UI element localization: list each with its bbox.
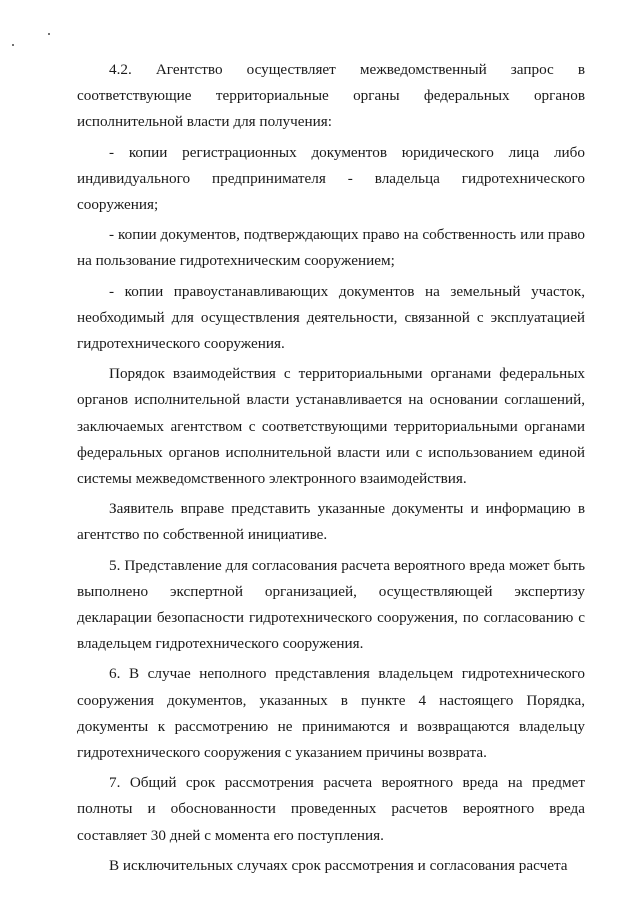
scan-speck <box>12 44 14 46</box>
paragraph-item-registration-docs: - копии регистрационных документов юридического лица либо индивидуального предпринимателя - владельца гидротехнического сооружения; <box>77 143 585 214</box>
scan-speck <box>48 33 50 35</box>
paragraph-item-land-docs: - копии правоустанавливающих документов на земельный участок, необходимый для осуществления деятельности, связанной с эксплуатацией гидротехнического сооружения. <box>77 282 585 353</box>
paragraph-interaction-order: Порядок взаимодействия с территориальными органами федеральных органов исполнительной власти устанавливается на основании соглашений, заключаемых агентством с соответствующими территориальными органами федеральных органов исполнительной власти или с использованием единой системы межведомственного электронного взаимодействия. <box>77 365 585 488</box>
paragraph-6: 6. В случае неполного представления владельцем гидротехнического сооружения документов, указанных в пункте 4 настоящего Порядка, документы к рассмотрению не принимаются и возвращаются владельцу гидротехнического сооружения с указанием причины возврата. <box>77 665 585 762</box>
paragraph-5: 5. Представление для согласования расчета вероятного вреда может быть выполнено экспертной организацией, осуществляющей экспертизу декларации безопасности гидротехнического сооружения, по согласованию с владельцем гидротехнического сооружения. <box>77 556 585 653</box>
paragraph-exceptional-cases: В исключительных случаях срок рассмотрения и согласования расчета <box>109 856 568 874</box>
document-page <box>77 57 585 883</box>
paragraph-4-2: 4.2. Агентство осуществляет межведомственный запрос в соответствующие территориальные органы федеральных органов исполнительной власти для получения: <box>77 61 585 131</box>
paragraph-7: 7. Общий срок рассмотрения расчета вероятного вреда на предмет полноты и обоснованности проведенных расчетов вероятного вреда составляет 30 дней с момента его поступления. <box>77 774 585 844</box>
paragraph-item-ownership-docs: - копии документов, подтверждающих право на собственность или право на пользование гидротехническим сооружением; <box>77 226 585 270</box>
paragraph-applicant-right: Заявитель вправе представить указанные документы и информацию в агентство по собственной инициативе. <box>77 500 585 544</box>
